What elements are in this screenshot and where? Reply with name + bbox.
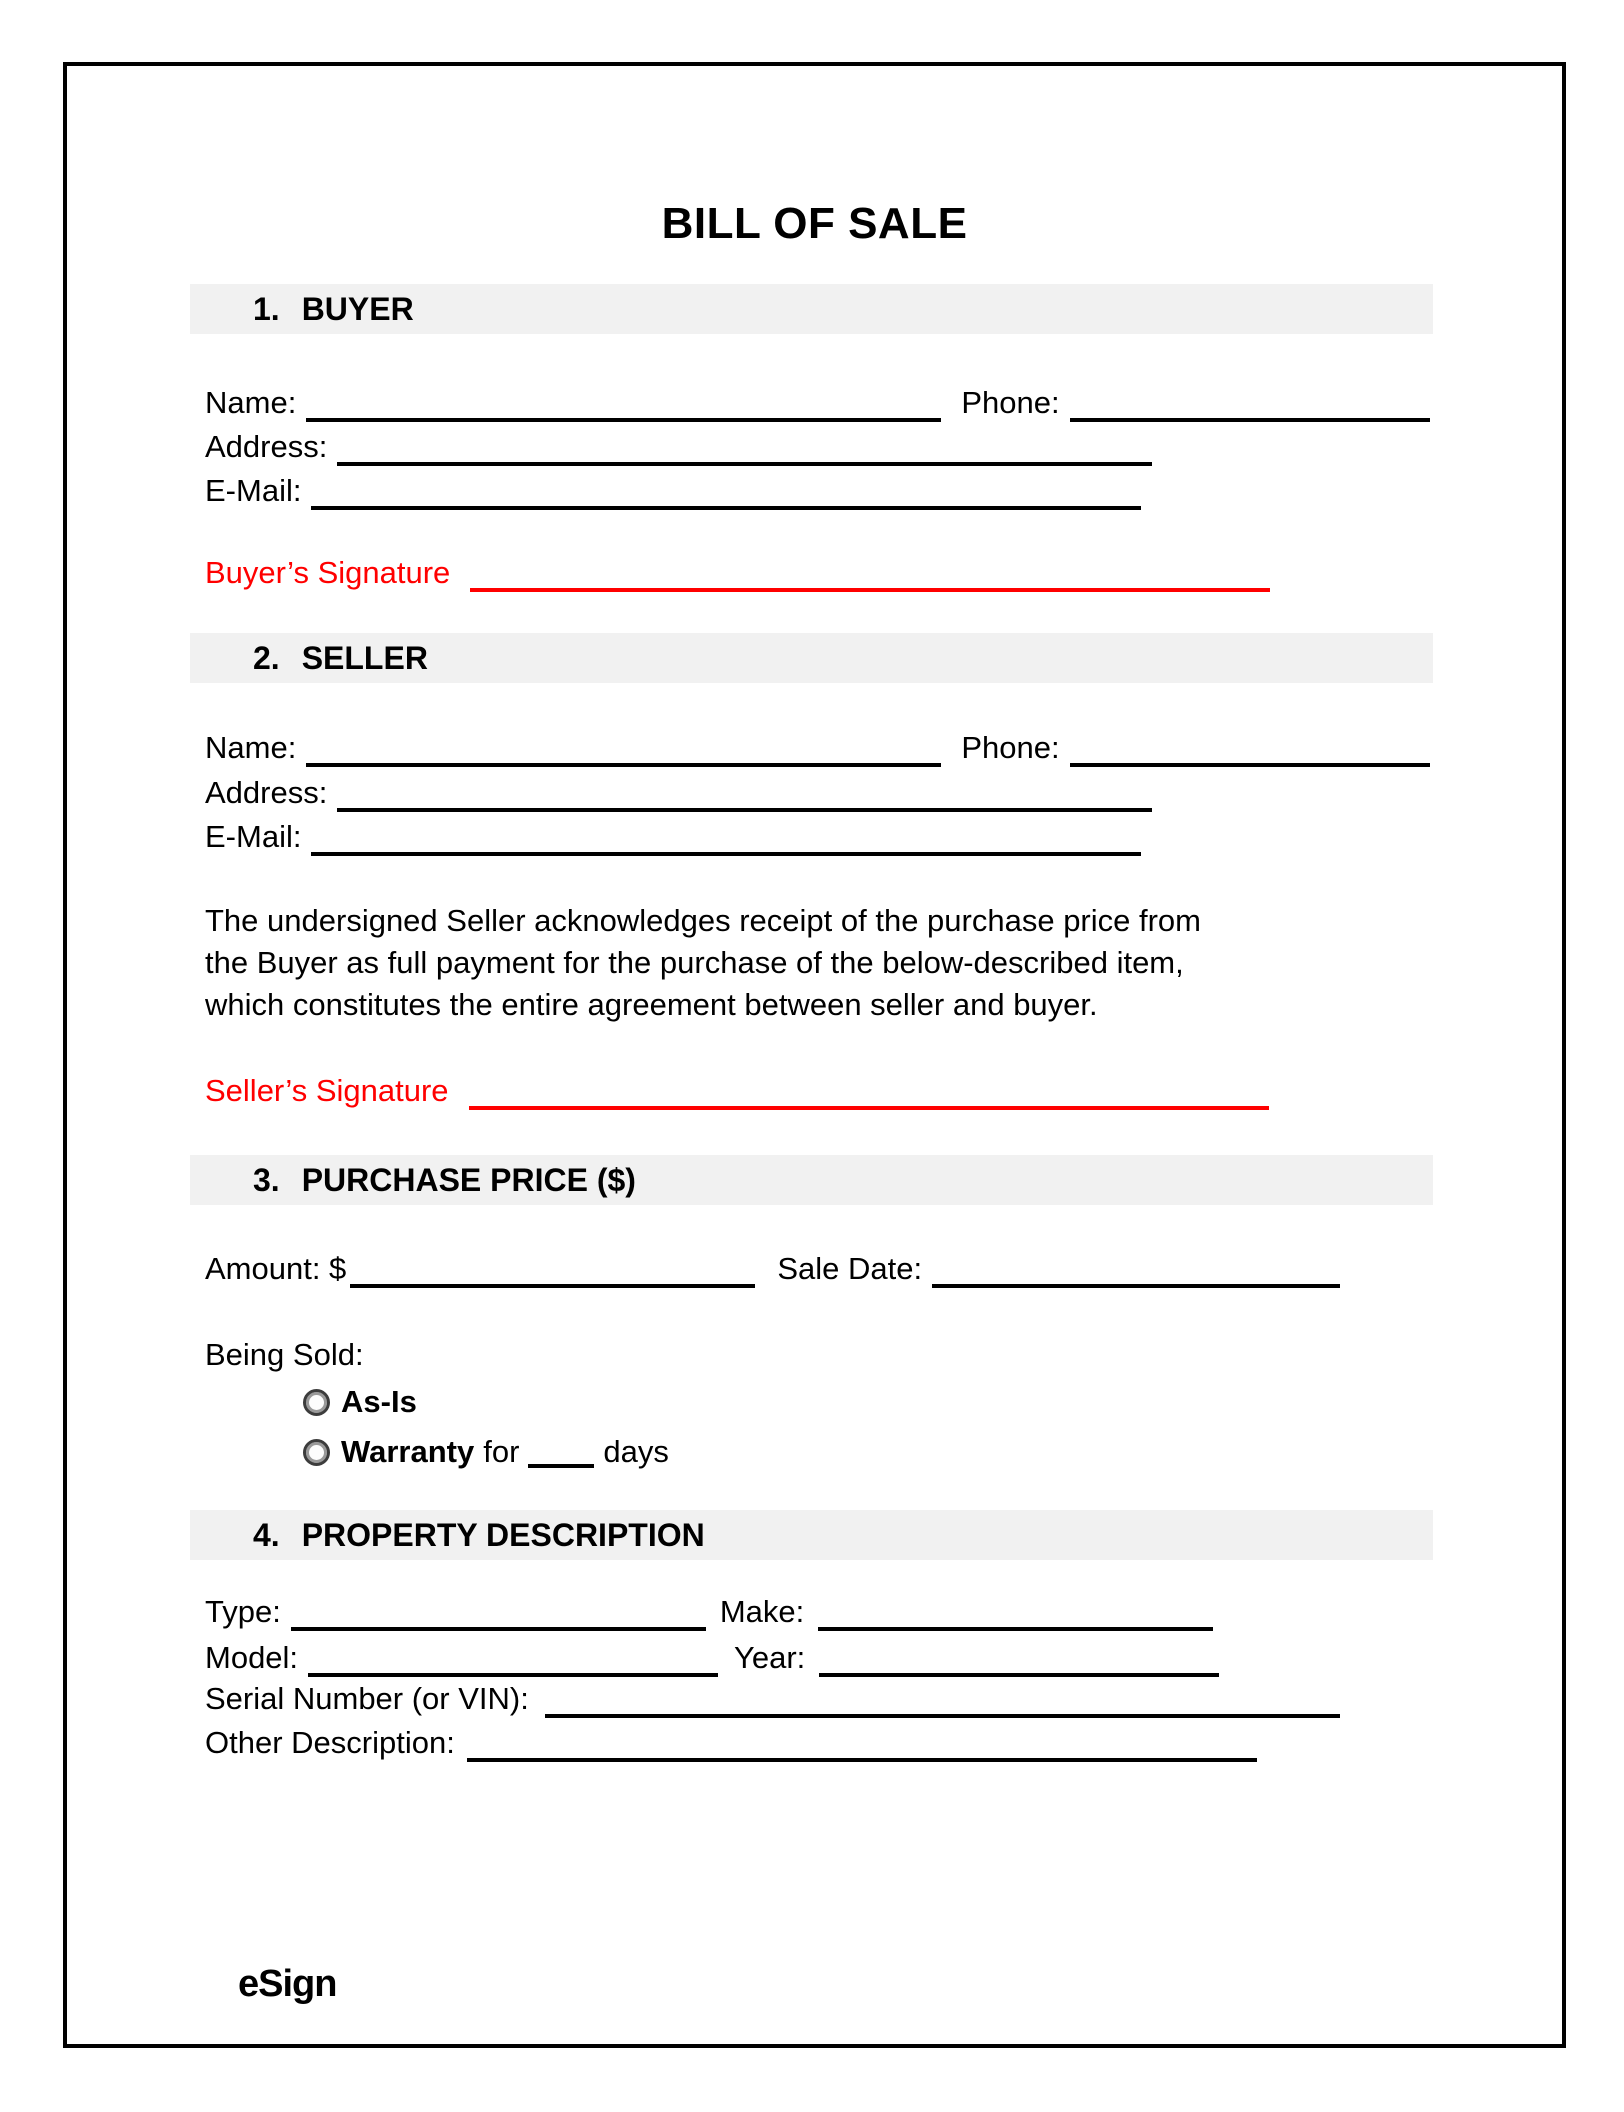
serial-number-input[interactable]: [545, 1708, 1340, 1718]
buyer-email-input[interactable]: [311, 500, 1141, 510]
year-label: Year:: [734, 1640, 806, 1675]
type-input[interactable]: [291, 1621, 706, 1631]
seller-email-row: [205, 818, 1141, 856]
buyer-email-row: [205, 472, 1141, 510]
seller-email-label: E-Mail:: [205, 819, 302, 854]
other-description-label: Other Description:: [205, 1725, 455, 1760]
buyer-name-input[interactable]: [306, 412, 941, 422]
section-header-purchase-price: [190, 1155, 1433, 1205]
serial-number-row: [205, 1680, 1340, 1718]
warranty-days-text: days: [603, 1434, 669, 1469]
section-title: PROPERTY DESCRIPTION: [301, 1516, 705, 1553]
buyer-signature-label: Buyer’s Signature: [205, 555, 451, 590]
model-label: Model:: [205, 1640, 299, 1675]
make-input[interactable]: [818, 1621, 1213, 1631]
model-input[interactable]: [308, 1667, 718, 1677]
being-sold-label: Being Sold:: [205, 1337, 364, 1372]
sale-date-label: Sale Date:: [777, 1251, 923, 1286]
acknowledgement-line: the Buyer as full payment for the purchase of the below-described item,: [205, 945, 1184, 980]
seller-signature-row: [205, 1072, 1269, 1110]
amount-input[interactable]: [350, 1278, 755, 1288]
amount-sale-date-row: [205, 1250, 1340, 1288]
serial-number-label: Serial Number (or VIN):: [205, 1681, 529, 1716]
buyer-phone-input[interactable]: [1070, 412, 1430, 422]
warranty-days-input[interactable]: [528, 1458, 594, 1468]
buyer-address-row: [205, 428, 1152, 466]
seller-name-input[interactable]: [306, 757, 941, 767]
section-title: SELLER: [301, 639, 428, 676]
buyer-signature-row: [205, 554, 1270, 592]
seller-signature-input[interactable]: [469, 1100, 1269, 1110]
buyer-phone-label: Phone:: [961, 385, 1060, 420]
section-number: 4.: [253, 1516, 280, 1553]
type-label: Type:: [205, 1594, 281, 1629]
seller-name-label: Name:: [205, 730, 297, 765]
acknowledgement-line: The undersigned Seller acknowledges receipt of the purchase price from: [205, 903, 1201, 938]
model-year-row: [205, 1639, 1219, 1677]
as-is-option-row: [303, 1382, 417, 1422]
warranty-label: Warranty: [341, 1434, 475, 1469]
acknowledgement-line: which constitutes the entire agreement between seller and buyer.: [205, 987, 1098, 1022]
esign-logo: eSign: [238, 1963, 337, 2005]
seller-name-phone-row: [205, 729, 1430, 767]
section-number: 2.: [253, 639, 280, 676]
section-header-property-description: [190, 1510, 1433, 1560]
other-description-row: [205, 1724, 1257, 1762]
amount-label: Amount: $: [205, 1251, 347, 1286]
seller-signature-label: Seller’s Signature: [205, 1073, 449, 1108]
section-number: 1.: [253, 290, 280, 327]
buyer-signature-input[interactable]: [470, 582, 1270, 592]
seller-address-input[interactable]: [337, 802, 1152, 812]
seller-phone-label: Phone:: [961, 730, 1060, 765]
page-title: BILL OF SALE: [661, 199, 968, 248]
make-label: Make:: [719, 1594, 805, 1629]
sale-date-input[interactable]: [932, 1278, 1340, 1288]
as-is-label: As-Is: [341, 1384, 417, 1419]
seller-phone-input[interactable]: [1070, 757, 1430, 767]
section-header-seller: [190, 633, 1433, 683]
buyer-email-label: E-Mail:: [205, 473, 302, 508]
year-input[interactable]: [819, 1667, 1219, 1677]
section-title: PURCHASE PRICE ($): [301, 1161, 636, 1198]
warranty-for-text: for: [483, 1434, 520, 1469]
buyer-address-label: Address:: [205, 429, 328, 464]
as-is-radio[interactable]: [303, 1389, 330, 1416]
buyer-name-label: Name:: [205, 385, 297, 420]
type-make-row: [205, 1593, 1213, 1631]
seller-address-label: Address:: [205, 775, 328, 810]
section-title: BUYER: [301, 290, 414, 327]
buyer-name-phone-row: [205, 384, 1430, 422]
seller-acknowledgement-paragraph: [205, 900, 1201, 1026]
section-header-buyer: [190, 284, 1433, 334]
other-description-input[interactable]: [467, 1752, 1257, 1762]
buyer-address-input[interactable]: [337, 456, 1152, 466]
seller-address-row: [205, 774, 1152, 812]
warranty-option-row: [303, 1432, 669, 1472]
being-sold-row: [205, 1336, 364, 1374]
document-page: [63, 62, 1566, 2048]
warranty-radio[interactable]: [303, 1439, 330, 1466]
section-number: 3.: [253, 1161, 280, 1198]
seller-email-input[interactable]: [311, 846, 1141, 856]
